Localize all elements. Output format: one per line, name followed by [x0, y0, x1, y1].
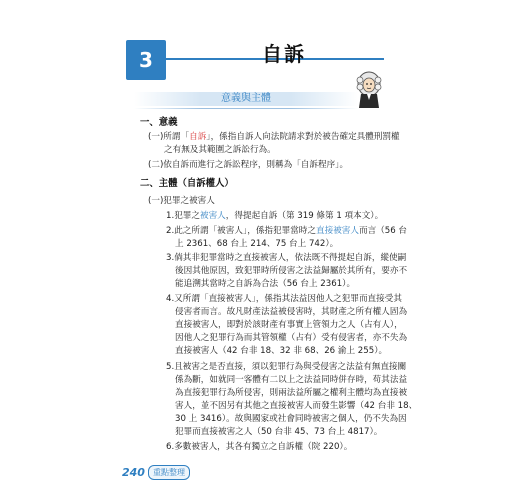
para-4-line-4: 因他人之犯罪行為而其管領權（占有）受有侵害者，亦不失為 [175, 333, 408, 343]
section-banner-title: 意義與主體 [221, 93, 271, 104]
text-segment: 」，係指自訴人向法院請求對於被告確定具體刑罰權 [206, 132, 400, 142]
heading-subject: 二、主體（自訴權人） [140, 178, 234, 189]
footer-badge: 重點整理 [148, 465, 190, 480]
para-4-line-2: 侵害者而言。故凡財產法益被侵害時，其財產之所有權人固為 [175, 307, 408, 317]
text-segment: 而言（56 台 [358, 226, 408, 236]
text-segment: (一)所謂「 [148, 132, 190, 142]
section-banner [134, 92, 358, 106]
para-3-line-1: 3.倘其非犯罪當時之直接被害人，依法既不得提起自訴，縱使嗣 [166, 253, 407, 263]
chapter-title: 自訴 [262, 42, 306, 66]
highlight-term: 被害人 [199, 211, 226, 221]
subject-sub-1: (一)犯罪之被害人 [148, 196, 215, 206]
judge-illustration-icon [354, 70, 384, 110]
para-1 [166, 210, 383, 222]
para-5-line-1: 5.且被害之是否直接，須以犯罪行為與受侵害之法益有無直接關 [166, 362, 407, 372]
highlight-term: 自訴 [189, 132, 207, 142]
meaning-item-2: (二)依自訴而進行之訴訟程序，則稱為「自訴程序」。 [148, 160, 349, 170]
heading-meaning: 一、意義 [140, 117, 178, 128]
para-5-line-5: 30 上 3416）。故與國家或社會同時被害之個人，仍不失為因 [175, 414, 407, 424]
chapter-number-box [126, 40, 166, 80]
para-5-line-3: 為直接犯罪行為所侵害，則兩法益所屬之權利主體均為直接被 [175, 388, 408, 398]
meaning-item-1-line-2: 之有無及其範圍之訴訟行為。 [164, 145, 276, 155]
para-4-line-5: 直接被害人（42 台非 18、32 非 68、26 渝上 255）。 [175, 346, 388, 356]
text-segment: 1.犯罪之 [166, 211, 200, 221]
text-segment: ，得提起自訴（第 319 條第 1 項本文）。 [225, 211, 384, 221]
para-4-line-3: 直接被害人，即對於該財產有事實上管領力之人（占有人）， [175, 320, 403, 330]
page-number: 240 [122, 466, 145, 479]
para-5-line-6: 犯罪而直接被害之人（50 台非 45、73 台上 4817）。 [175, 427, 383, 437]
meaning-item-1-line-1 [148, 131, 400, 143]
para-2-line-1 [166, 225, 407, 237]
text-segment: 2.此之所謂「被害人」，係指犯罪當時之 [166, 226, 316, 236]
para-4-line-1: 4.又所謂「直接被害人」，係指其法益因他人之犯罪而直接受其 [166, 294, 402, 304]
highlight-term: 直接被害人 [316, 226, 359, 236]
para-3-line-2: 後因其他原因，致犯罪時所侵害之法益歸屬於其所有，要亦不 [175, 266, 408, 276]
chapter-number: 3 [139, 48, 153, 72]
section-banner-underline [134, 108, 358, 109]
para-5-line-4: 害人，並不因另有其他之直接被害人而發生影響（42 台非 18、 [175, 401, 418, 411]
para-2-line-2: 上 2361、68 台上 214、75 台上 742）。 [175, 239, 339, 249]
para-6: 6.多數被害人，其各有獨立之自訴權（院 220）。 [166, 442, 353, 452]
para-3-line-3: 能追溯其當時之自訴為合法（56 台上 2361）。 [175, 279, 356, 289]
para-5-line-2: 係為斷，如就同一客體有二以上之法益同時併存時，苟其法益 [175, 375, 408, 385]
